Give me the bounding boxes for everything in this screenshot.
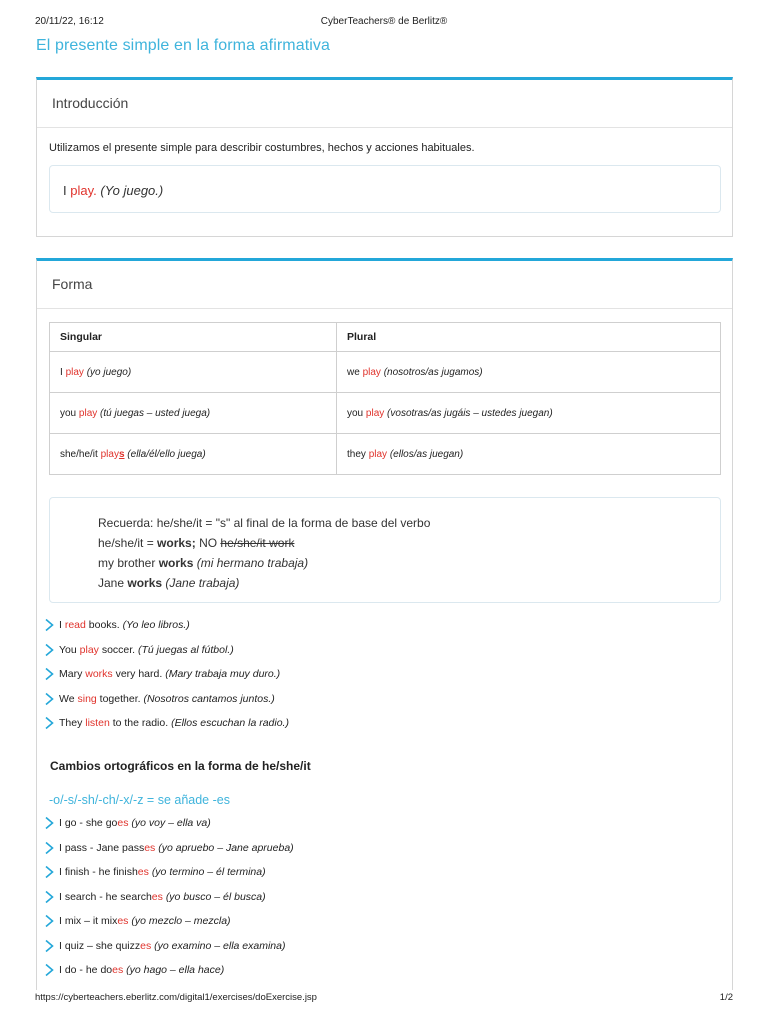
page-number: 1/2 (719, 992, 733, 1003)
table-cell (337, 393, 721, 434)
example-verb: listen (85, 717, 110, 729)
intro-heading: Introducción (37, 80, 732, 128)
spelling-translation: (yo apruebo – Jane aprueba) (158, 841, 294, 854)
example-verb: works (85, 668, 113, 680)
cell-verb: play (368, 448, 388, 460)
cell-verb: play (65, 366, 84, 378)
cell-subject: they (347, 448, 369, 460)
forma-heading: Forma (37, 261, 732, 309)
forma-card (36, 258, 733, 990)
example-translation: (Yo leo libros.) (122, 619, 190, 631)
example-verb: sing (77, 692, 97, 705)
list-item (44, 716, 289, 741)
spelling-translation: (yo examino – ella examina) (154, 939, 286, 952)
chevron-right-icon (44, 816, 56, 830)
table-header-row (50, 323, 721, 352)
chevron-right-icon (44, 914, 56, 928)
cell-verb: play (78, 407, 98, 419)
spelling-base: I pass - Jane pass (59, 841, 145, 854)
list-item (44, 914, 294, 939)
list-item (44, 890, 294, 915)
intro-text: Utilizamos el presente simple para describir costumbres, hechos y acciones habituales. (49, 142, 475, 154)
remember-box (49, 497, 721, 603)
cell-subject: we (347, 366, 363, 378)
spelling-ending: es (140, 939, 152, 952)
table-cell (337, 434, 721, 475)
chevron-right-icon (44, 890, 56, 904)
cell-translation: (ella/él/ello juega) (127, 448, 206, 460)
list-item (44, 618, 289, 643)
example-subject: I (63, 183, 71, 198)
example-subject: We (59, 692, 78, 705)
remember-text: my brother (98, 556, 159, 570)
remember-text: he/she/it = (98, 536, 158, 550)
cell-translation: (tú juegas – usted juega) (100, 407, 211, 419)
list-item (44, 841, 294, 866)
remember-bold: works (158, 556, 194, 570)
print-datetime: 20/11/22, 16:12 (35, 16, 104, 27)
cell-verb: play (362, 366, 381, 378)
chevron-right-icon (44, 667, 56, 681)
remember-bold: works; (157, 536, 196, 550)
print-url: https://cyberteachers.eberlitz.com/digital1/exercises/doExercise.jsp (35, 992, 317, 1003)
remember-translation: (mi hermano trabaja) (193, 556, 309, 570)
intro-card (36, 77, 733, 237)
spelling-ending: es (117, 817, 129, 829)
chevron-right-icon (44, 692, 56, 706)
spelling-ending: es (144, 841, 156, 854)
cell-verb-suffix: s (118, 448, 125, 460)
cell-subject: I (60, 366, 66, 378)
cell-subject: she/he/it (60, 448, 101, 460)
example-rest: very hard. (112, 668, 166, 680)
remember-text: NO (195, 536, 221, 550)
chevron-right-icon (44, 716, 56, 730)
list-item (44, 667, 289, 692)
list-item (44, 692, 289, 717)
cell-subject: you (347, 407, 366, 419)
chevron-right-icon (44, 618, 56, 632)
spelling-base: I finish - he finish (59, 866, 138, 878)
cell-translation: (nosotros/as jugamos) (383, 366, 483, 378)
list-item (44, 643, 289, 668)
spelling-translation: (yo termino – él termina) (151, 866, 266, 878)
spelling-ending: es (151, 890, 163, 903)
spelling-base: I quiz – she quizz (59, 939, 141, 952)
table-cell (50, 352, 337, 393)
remember-line (98, 533, 720, 553)
example-translation: (Mary trabaja muy duro.) (165, 668, 281, 680)
list-item (44, 939, 294, 964)
example-translation: (Nosotros cantamos juntos.) (143, 692, 275, 705)
example-subject: Mary (59, 668, 86, 680)
chevron-right-icon (44, 841, 56, 855)
spelling-translation: (yo voy – ella va) (131, 817, 211, 829)
remember-text: Jane (98, 576, 128, 590)
example-translation: (Yo juego.) (100, 183, 164, 198)
page-title: El presente simple en la forma afirmativa (36, 37, 330, 54)
remember-line (98, 573, 720, 593)
table-cell (50, 393, 337, 434)
table-row (50, 393, 721, 434)
example-translation: (Ellos escuchan la radio.) (171, 717, 289, 729)
example-verb: read (64, 619, 86, 631)
chevron-right-icon (44, 963, 56, 977)
table-header-singular: Singular (50, 323, 337, 352)
table-row (50, 434, 721, 475)
remember-line: Recuerda: he/she/it = "s" al final de la forma de base del verbo (98, 516, 431, 530)
table-cell (50, 434, 337, 475)
list-item (44, 865, 294, 890)
example-verb: play. (70, 183, 97, 198)
cell-translation: (vosotras/as jugáis – ustedes juegan) (387, 407, 553, 419)
list-item (44, 816, 294, 841)
remember-line (98, 553, 720, 573)
spelling-translation: (yo hago – ella hace) (126, 964, 225, 976)
spelling-translation: (yo mezclo – mezcla) (131, 915, 231, 927)
cell-subject: you (60, 407, 79, 419)
cell-translation: (ellos/as juegan) (389, 448, 464, 460)
print-footer (35, 992, 733, 1006)
spelling-base: I mix – it mix (59, 915, 118, 927)
example-subject: You (59, 643, 80, 656)
example-list (44, 618, 289, 741)
example-subject: They (59, 717, 86, 729)
spelling-rule: -o/-s/-sh/-ch/-x/-z = se añade -es (49, 793, 230, 807)
cell-verb: play (100, 448, 119, 460)
print-header (35, 16, 733, 30)
example-translation: (Tú juegas al fútbol.) (138, 643, 234, 656)
chevron-right-icon (44, 643, 56, 657)
table-header-plural: Plural (337, 323, 721, 352)
example-rest: together. (96, 692, 144, 705)
example-verb: play (79, 643, 99, 656)
spelling-translation: (yo busco – él busca) (165, 890, 266, 903)
spelling-heading: Cambios ortográficos en la forma de he/she/it (50, 759, 311, 773)
example-rest: to the radio. (109, 717, 172, 729)
conjugation-table (49, 322, 721, 475)
chevron-right-icon (44, 939, 56, 953)
spelling-base: I do - he do (59, 964, 113, 976)
remember-strike: he/she/it work (220, 536, 295, 550)
table-cell (337, 352, 721, 393)
spelling-ending: es (137, 866, 149, 878)
table-row (50, 352, 721, 393)
spelling-base: I go - she go (59, 817, 118, 829)
intro-example-box (49, 165, 721, 213)
example-subject: I (59, 619, 65, 631)
spelling-list (44, 816, 294, 988)
list-item (44, 963, 294, 988)
chevron-right-icon (44, 865, 56, 879)
spelling-base: I search - he search (59, 890, 152, 903)
example-rest: soccer. (98, 643, 139, 656)
spelling-ending: es (112, 964, 124, 976)
spelling-ending: es (117, 915, 129, 927)
cell-translation: (yo juego) (86, 366, 132, 378)
example-rest: books. (85, 619, 123, 631)
print-site-title: CyberTeachers® de Berlitz® (320, 16, 448, 27)
remember-translation: (Jane trabaja) (162, 576, 240, 590)
remember-bold: works (127, 576, 163, 590)
cell-verb: play (365, 407, 385, 419)
